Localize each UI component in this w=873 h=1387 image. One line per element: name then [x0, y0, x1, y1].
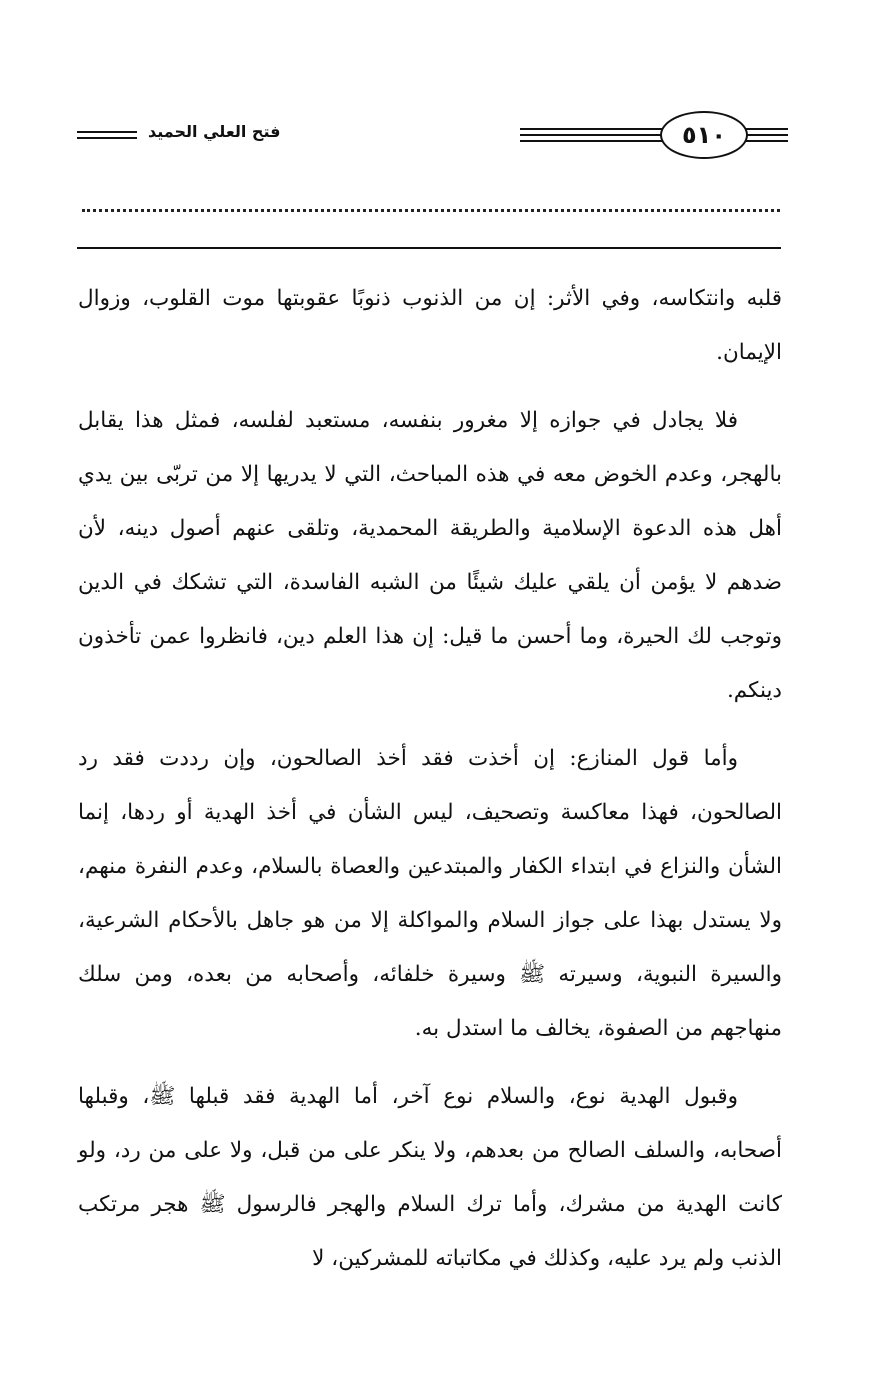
paragraph: فلا يجادل في جوازه إلا مغرور بنفسه، مستعبد لفلسه، فمثل هذا يقابل بالهجر، وعدم الخوض معه في هذه المباحث، التي لا يدريها إلا من تربّى بين يدي أهل هذه الدعوة الإسلامية والطريقة المحمدية، وتلقى عنهم أصول دينه، لأن ضدهم لا يؤمن أن يلقي عليك شيئًا من الشبه الفاسدة، التي تشكك في الدين وتوجب لك الحيرة، وما أحسن ما قيل: إن هذا العلم دين، فانظروا عمن تأخذون دينكم.: [78, 408, 782, 703]
page-number: ٥١٠: [660, 111, 748, 159]
paragraph: قلبه وانتكاسه، وفي الأثر: إن من الذنوب ذنوبًا عقوبتها موت القلوب، وزوال الإيمان.: [78, 286, 782, 365]
page-header: [0, 0, 873, 190]
title-ornament-lines: [77, 131, 137, 143]
paragraph: وأما قول المنازع: إن أخذت فقد أخذ الصالحون، وإن رددت فقد رد الصالحون، فهذا معاكسة وتصحيف، ليس الشأن في أخذ الهدية أو ردها، إنما الشأن والنزاع في ابتداء الكفار والمبتدعين والعصاة بالسلام، وعدم النفرة منهم، ولا يستدل بهذا على جواز السلام والمواكلة إلا من هو جاهل بالأحكام الشرعية، والسيرة النبوية، وسيرته ﷺ وسيرة خلفائه، وأصحابه من بعده، ومن سلك منهاجهم من الصفوة، يخالف ما استدل به.: [78, 746, 782, 1041]
header-divider: [77, 247, 781, 249]
dotted-divider: [82, 209, 780, 212]
paragraph: وقبول الهدية نوع، والسلام نوع آخر، أما الهدية فقد قبلها ﷺ، وقبلها أصحابه، والسلف الصالح من بعدهم، ولا ينكر على من قبل، ولا على من رد، ولو كانت الهدية من مشرك، وأما ترك السلام والهجر فالرسول ﷺ هجر مرتكب الذنب ولم يرد عليه، وكذلك في مكاتباته للمشركين، لا: [78, 1084, 782, 1271]
page-number-ornament-lines: [520, 128, 788, 148]
body-text: [78, 272, 782, 1286]
book-title: فتح العلي الحميد: [148, 122, 281, 141]
